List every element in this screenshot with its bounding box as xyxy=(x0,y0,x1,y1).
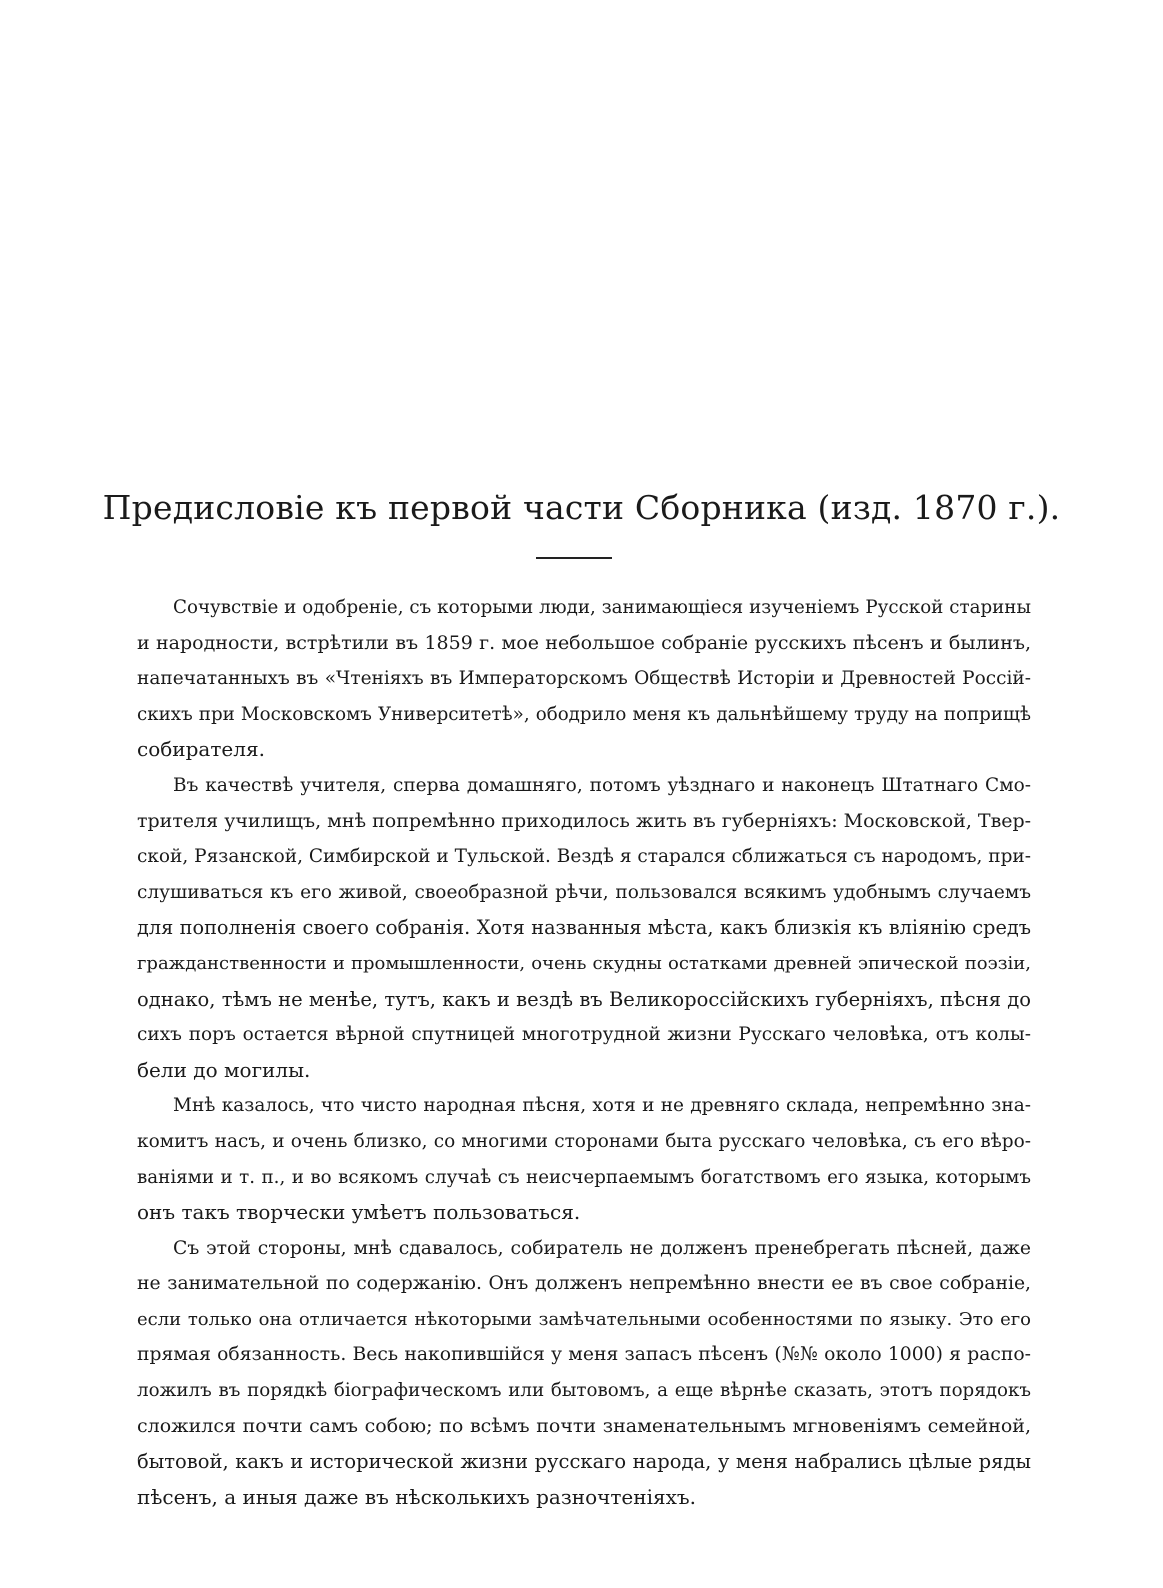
text-line: и народности, встрѣтили въ 1859 г. мое небольшое собраніе русскихъ пѣсенъ и былинъ, xyxy=(137,631,1031,654)
text-line: гражданственности и промышленности, очень скудны остатками древней эпической поэзіи, xyxy=(137,952,1031,974)
text-line: слушиваться къ его живой, своеобразной рѣчи, пользовался всякимъ удобнымъ случаемъ xyxy=(137,881,1031,903)
text-line: Сочувствіе и одобреніе, съ которыми люди, занимающіеся изученіемъ Русской старины xyxy=(173,597,1031,618)
text-line: онъ такъ творчески умѣетъ пользоваться. xyxy=(137,1200,581,1225)
text-line: напечатанныхъ въ «Чтеніяхъ въ Императорскомъ Обществѣ Исторіи и Древностей Россій- xyxy=(137,668,1031,690)
text-line: однако, тѣмъ не менѣе, тутъ, какъ и вездѣ въ Великороссійскихъ губерніяхъ, пѣсня до xyxy=(137,987,1031,1011)
text-line: бытовой, какъ и исторической жизни русскаго народа, у меня набрались цѣлые ряды xyxy=(137,1450,1031,1474)
text-line: собирателя. xyxy=(137,737,265,762)
text-line: Мнѣ казалось, что чисто народная пѣсня, хотя и не древняго склада, непремѣнно зна- xyxy=(173,1095,1031,1117)
paragraph xyxy=(137,590,1031,768)
text-line: Съ этой стороны, мнѣ сдавалось, собиратель не долженъ пренебрегать пѣсней, даже xyxy=(173,1237,1031,1259)
text-line: ложилъ въ порядкѣ біографическомъ или бытовомъ, а еще вѣрнѣе сказать, этотъ порядокъ xyxy=(137,1380,1031,1402)
text-line: бели до могилы. xyxy=(137,1057,311,1082)
text-line: не занимательной по содержанію. Онъ долженъ непремѣнно внести ее въ свое собраніе, xyxy=(137,1273,1031,1295)
page-title: Предисловіе къ первой части Сборника (изд. 1870 г.). xyxy=(102,488,1061,527)
text-line: прямая обязанность. Весь накопившійся у меня запасъ пѣсенъ (№№ около 1000) я распо- xyxy=(137,1344,1031,1366)
text-line: если только она отличается нѣкоторыми замѣчательными особенностями по языку. Это его xyxy=(137,1308,1031,1330)
text-line: трителя училищъ, мнѣ попремѣнно приходилось жить въ губерніяхъ: Московской, Твер- xyxy=(137,809,1031,832)
text-line: пѣсенъ, а иныя даже въ нѣсколькихъ разночтеніяхъ. xyxy=(137,1484,696,1509)
text-line: Въ качествѣ учителя, сперва домашняго, потомъ уѣзднаго и наконецъ Штатнаго Смо- xyxy=(173,774,1031,796)
body-text xyxy=(137,590,1031,1515)
text-line: комитъ насъ, и очень близко, со многими сторонами быта русскаго человѣка, съ его вѣро- xyxy=(137,1130,1031,1152)
text-line: для пополненія своего собранія. Хотя названныя мѣста, какъ близкія къ вліянію средъ xyxy=(137,916,1031,940)
text-line: скихъ при Московскомъ Университетѣ», ободрило меня къ дальнѣйшему труду на поприщѣ xyxy=(137,703,1031,725)
text-line: сложился почти самъ собою; по всѣмъ почти знаменательнымъ мгновеніямъ семейной, xyxy=(137,1414,1031,1437)
paragraph xyxy=(137,768,1031,1088)
paragraph xyxy=(137,1088,1031,1230)
paragraph xyxy=(137,1231,1031,1516)
text-line: ской, Рязанской, Симбирской и Тульской. Вездѣ я старался сближаться съ народомъ, при- xyxy=(137,846,1031,868)
text-line: ваніями и т. п., и во всякомъ случаѣ съ неисчерпаемымъ богатствомъ его языка, которымъ xyxy=(137,1166,1031,1188)
text-line: сихъ поръ остается вѣрной спутницей многотрудной жизни Русскаго человѣка, отъ колы- xyxy=(137,1024,1031,1046)
title-rule xyxy=(536,557,612,559)
